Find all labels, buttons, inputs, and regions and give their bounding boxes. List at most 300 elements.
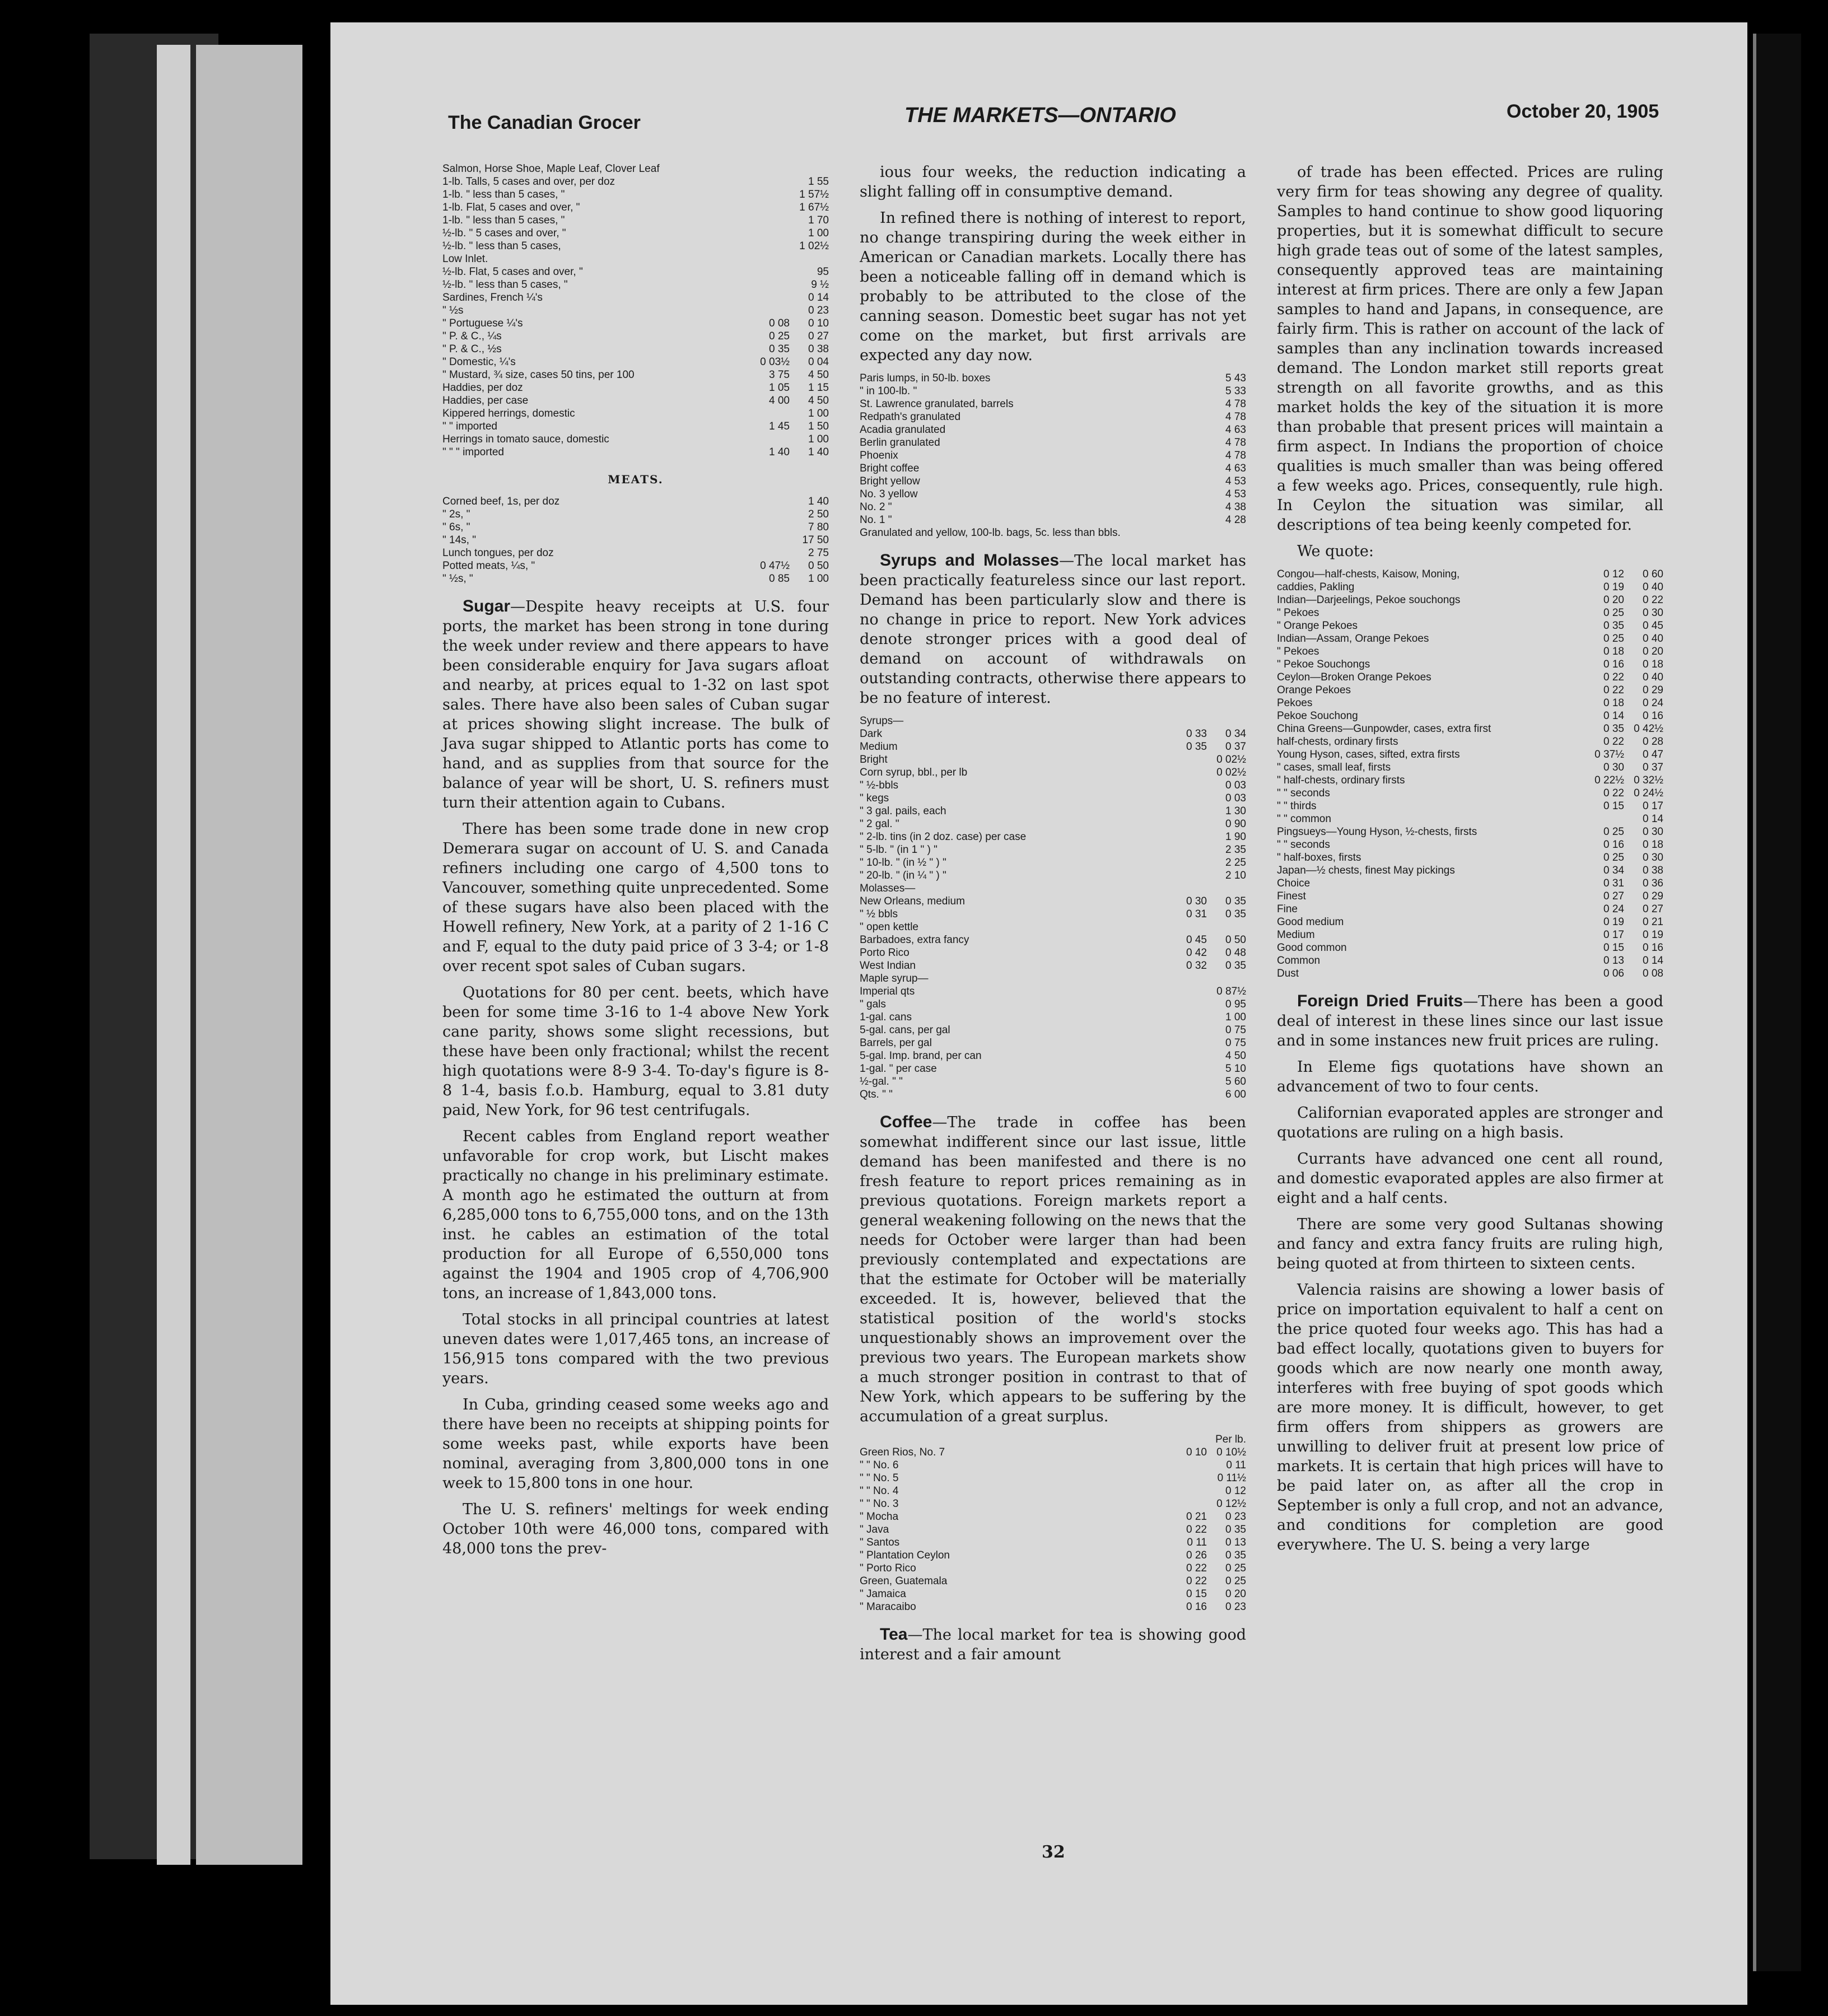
price-high: 0 29	[1643, 684, 1663, 696]
paragraph	[1277, 1215, 1663, 1273]
price-high: 0 14	[1643, 955, 1663, 967]
table-row	[860, 410, 1246, 423]
paragraph-text: In refined there is nothing of interest to report, no change transpiring during the week either in American or Canadian markets. Locally there has been a noticeable falling off in demand which is probably to be attributed to the close of the canning season. Domestic beet sugar has not yet come on the market, but first arrivals are expected any day now.	[860, 209, 1246, 364]
table-row	[442, 433, 829, 446]
table-row	[860, 1459, 1246, 1472]
price-low: 0 33	[1186, 728, 1207, 740]
price-high: 0 30	[1643, 852, 1663, 864]
price-high: 0 30	[1643, 607, 1663, 619]
price-high: 0 11	[1226, 1459, 1246, 1471]
price-low: 0 15	[1186, 1588, 1207, 1600]
item-label: " 3 gal. pails, each	[860, 805, 946, 817]
section-heading: MEATS.	[608, 473, 664, 486]
price-high: 4 78	[1225, 398, 1246, 410]
price-low	[1168, 843, 1207, 856]
table-row	[442, 304, 829, 317]
table-row	[1277, 658, 1663, 671]
price-low: 0 11	[1187, 1537, 1207, 1548]
price-low: 0 34	[1603, 865, 1624, 876]
item-label: Bright yellow	[860, 475, 920, 487]
table-row	[1277, 890, 1663, 903]
paragraph-lead: Tea	[880, 1625, 908, 1644]
price-high: 0 47	[1643, 749, 1663, 760]
price-high: 0 27	[808, 330, 829, 342]
price-high: 0 10	[808, 318, 829, 329]
table-row	[442, 291, 829, 304]
dried-fruits-article	[1277, 991, 1663, 1555]
table-row	[860, 998, 1246, 1011]
column-3	[1277, 162, 1663, 1561]
tea-article	[860, 1625, 1246, 1664]
paragraph-text: We quote:	[1297, 543, 1374, 560]
table-row	[860, 501, 1246, 514]
price-high: 0 23	[808, 305, 829, 316]
table-row	[860, 1075, 1246, 1088]
table-row	[860, 488, 1246, 501]
item-label: No. 1 "	[860, 514, 892, 526]
item-label: 1-gal. " per case	[860, 1063, 937, 1075]
price-high	[790, 253, 829, 265]
paragraph-lead: Syrups and Molasses	[880, 551, 1060, 570]
price-high: 0 18	[1643, 839, 1663, 851]
paragraph-text: of trade has been effected. Prices are ruling very firm for teas showing any degree of quality. Samples to hand continue to show good liquoring properties, but it is somewhat difficult to secure high grade teas out of some of the latest samples, consequently approved teas are maintaining interest at firm prices. There are only a few Japan samples to hand and Japans, in consequence, are fairly firm. This is rather on account of the lack of samples than any inclination towards increased demand. The London market still reports great strength on all favorite growths, and as this market holds the key of the situation it is more than probable that present prices will maintain a firm aspect. In Indians the proportion of choice qualities is much smaller than was being offered a few weeks ago. Prices, consequently, rule high. In Ceylon the situation was similar, all descriptions of tea being keenly competed for.	[1277, 164, 1663, 534]
paragraph-text: Californian evaporated apples are stronger and quotations are ruling on a high basis.	[1277, 1104, 1663, 1141]
price-low	[1168, 1011, 1207, 1024]
table-row	[860, 740, 1246, 753]
item-label: " Jamaica	[860, 1588, 906, 1600]
price-high: 0 11½	[1217, 1472, 1246, 1484]
price-low	[750, 188, 790, 201]
price-low: 0 19	[1603, 581, 1624, 593]
price-high: 0 50	[808, 560, 829, 572]
item-label: " Pekoes	[1277, 607, 1319, 619]
price-high: 4 78	[1225, 437, 1246, 449]
item-label: " Orange Pekoes	[1277, 620, 1358, 632]
table-row	[1277, 671, 1663, 684]
price-low	[750, 240, 790, 253]
item-label: Medium	[1277, 929, 1315, 941]
table-row	[1277, 864, 1663, 877]
item-label: Granulated and yellow, 100-lb. bags, 5c. less than bbls.	[860, 527, 1121, 539]
item-label: Redpath's granulated	[860, 411, 961, 423]
item-label: " " No. 3	[860, 1498, 899, 1510]
price-low: 0 17	[1603, 929, 1624, 941]
column-2	[860, 162, 1246, 1671]
price-high: 0 04	[808, 356, 829, 368]
price-low	[1168, 385, 1207, 398]
item-label: 1-lb. " less than 5 cases, "	[442, 189, 565, 200]
table-row	[442, 356, 829, 368]
paragraph-text: ious four weeks, the reduction indicating a slight falling off in consumptive demand.	[860, 164, 1246, 200]
price-high: 4 50	[1225, 1050, 1246, 1062]
table-row	[860, 475, 1246, 488]
item-label: Maple syrup—	[860, 973, 929, 984]
item-label: Haddies, per case	[442, 395, 529, 407]
table-row	[442, 240, 829, 253]
price-high: 6 00	[1225, 1089, 1246, 1100]
meats-price-table	[442, 495, 829, 585]
price-high: 95	[817, 266, 829, 278]
price-high: 1 00	[808, 227, 829, 239]
item-label: Haddies, per doz	[442, 382, 523, 394]
price-high	[1207, 882, 1246, 895]
item-label: " Maracaibo	[860, 1601, 916, 1613]
price-high: 0 32½	[1634, 774, 1663, 786]
price-high: 0 10½	[1216, 1446, 1246, 1458]
table-row	[442, 559, 829, 572]
table-row	[1277, 838, 1663, 851]
price-high: 0 12	[1225, 1485, 1246, 1497]
price-high: 4 50	[808, 395, 829, 407]
table-row	[442, 343, 829, 356]
item-label: " " thirds	[1277, 800, 1317, 812]
price-low	[1585, 813, 1624, 825]
price-low	[750, 407, 790, 420]
item-label: " " common	[1277, 813, 1331, 825]
price-low: 0 31	[1186, 908, 1207, 920]
price-high: 0 25	[1225, 1562, 1246, 1574]
price-low: 0 10	[1186, 1446, 1207, 1458]
price-high: 0 45	[1643, 620, 1663, 632]
price-low: 0 14	[1603, 710, 1624, 722]
item-label: Herrings in tomato sauce, domestic	[442, 433, 609, 445]
table-row	[442, 188, 829, 201]
item-label: " Pekoes	[1277, 646, 1319, 657]
price-high: 0 40	[1643, 581, 1663, 593]
price-high: 0 34	[1225, 728, 1246, 740]
price-low	[1168, 449, 1207, 462]
item-label: Sardines, French ¼'s	[442, 292, 543, 304]
price-high: 5 60	[1225, 1076, 1246, 1088]
price-high: 0 38	[808, 343, 829, 355]
paragraph	[442, 1310, 829, 1388]
paragraph-text: Quotations for 80 per cent. beets, which have been for some time 3-16 to 1-4 above New York cane parity, shows some slight recessions, but these have been only fractional; whilst the recent high quotations were 8-9 3-4. To-day's figure is 8-8 1-4, basis f.o.b. Hamburg, equal to 3.81 duty paid, New York, for 96 test centrifugals.	[442, 984, 829, 1119]
table-row	[1277, 735, 1663, 748]
item-label: Syrups—	[860, 715, 904, 727]
item-label: " Porto Rico	[860, 1562, 916, 1574]
price-low	[750, 227, 790, 240]
table-row	[1277, 916, 1663, 928]
price-high: 1 67½	[799, 202, 829, 213]
item-label: Bright	[860, 754, 888, 766]
price-low	[1168, 1497, 1207, 1510]
item-label: Pekoe Souchong	[1277, 710, 1358, 722]
table-row	[860, 869, 1246, 882]
table-row	[1277, 568, 1663, 581]
item-label: Kippered herrings, domestic	[442, 408, 575, 419]
price-low: 0 25	[1603, 826, 1624, 838]
paragraph-text: In Eleme figs quotations have shown an advancement of two to four cents.	[1277, 1058, 1663, 1095]
price-high: 1 70	[808, 214, 829, 226]
table-row	[860, 779, 1246, 792]
table-row	[1277, 710, 1663, 722]
price-high: 7 80	[808, 521, 829, 533]
price-low: 0 85	[769, 573, 790, 585]
table-row	[860, 385, 1246, 398]
price-low: 0 25	[1603, 852, 1624, 864]
price-high: 0 23	[1225, 1511, 1246, 1523]
price-low	[1168, 1459, 1207, 1472]
paragraph-text: Currants have advanced one cent all round, and domestic evaporated apples are also firmer at eight and a half cents.	[1277, 1150, 1663, 1207]
price-low	[1168, 753, 1207, 766]
item-label: Indian—Assam, Orange Pekoes	[1277, 633, 1429, 645]
price-high: 1 02½	[799, 240, 829, 252]
table-row	[442, 162, 829, 175]
price-high: 0 60	[1643, 568, 1663, 580]
price-low	[750, 162, 790, 175]
paragraph	[1277, 542, 1663, 561]
paragraph-text: Total stocks in all principal countries at latest uneven dates were 1,017,465 tons, an increase of 156,915 tons compared with the two previous years.	[442, 1311, 829, 1387]
price-low: 0 18	[1603, 697, 1624, 709]
price-low: 0 24	[1603, 903, 1624, 915]
table-row	[860, 1024, 1246, 1037]
paragraph	[860, 162, 1246, 202]
item-label: caddies, Pakling	[1277, 581, 1355, 593]
table-row	[860, 972, 1246, 985]
item-label: " " imported	[442, 421, 497, 432]
paragraph-lead: Foreign Dried Fruits	[1297, 992, 1463, 1010]
price-high	[1207, 921, 1246, 934]
table-row	[442, 572, 829, 585]
price-high: 0 23	[1225, 1601, 1246, 1613]
item-label: " half-boxes, firsts	[1277, 852, 1361, 864]
paragraph	[1277, 1057, 1663, 1096]
item-label: " Plantation Ceylon	[860, 1550, 950, 1561]
price-low	[1168, 475, 1207, 488]
price-high: 17 50	[802, 534, 829, 546]
table-row	[442, 330, 829, 343]
price-high: 0 14	[808, 292, 829, 304]
item-label: ½-gal. " "	[860, 1076, 903, 1088]
price-high: 0 75	[1225, 1037, 1246, 1049]
price-high: 4 38	[1225, 501, 1246, 513]
item-label: Indian—Darjeelings, Pekoe souchongs	[1277, 594, 1461, 606]
item-label: " " No. 6	[860, 1459, 899, 1471]
price-low: 0 16	[1603, 839, 1624, 851]
price-low	[1168, 372, 1207, 385]
price-high: 0 08	[1643, 968, 1663, 979]
paragraph	[442, 1500, 829, 1558]
table-row	[442, 368, 829, 381]
price-high: 0 40	[1643, 671, 1663, 683]
table-row	[442, 317, 829, 330]
price-high: 0 37	[1225, 741, 1246, 753]
item-label: 5-gal. cans, per gal	[860, 1024, 950, 1036]
coffee-price-table	[860, 1446, 1246, 1613]
table-row	[860, 895, 1246, 908]
table-row	[860, 946, 1246, 959]
price-high	[1207, 972, 1246, 985]
price-high: 0 30	[1643, 826, 1663, 838]
price-high: 0 14	[1643, 813, 1663, 825]
price-low	[1168, 830, 1207, 843]
sugar-price-table	[860, 372, 1246, 539]
price-high: 0 13	[1225, 1537, 1246, 1548]
price-low: 0 22	[1603, 684, 1624, 696]
price-low	[1168, 1049, 1207, 1062]
price-high: 0 02½	[1216, 767, 1246, 778]
table-row	[860, 959, 1246, 972]
item-label: New Orleans, medium	[860, 895, 965, 907]
price-high: 0 24	[1643, 697, 1663, 709]
price-high: 0 20	[1225, 1588, 1246, 1600]
table-row	[860, 766, 1246, 779]
price-low: 4 00	[769, 395, 790, 407]
paragraph	[860, 1625, 1246, 1664]
price-low	[1168, 398, 1207, 410]
price-low	[1168, 1075, 1207, 1088]
price-low	[1168, 436, 1207, 449]
item-label: " 2s, "	[442, 508, 470, 520]
item-label: Bright coffee	[860, 463, 920, 474]
price-high: 9 ½	[811, 279, 829, 291]
price-low	[1168, 526, 1207, 539]
table-row	[1277, 619, 1663, 632]
item-label: Acadia granulated	[860, 424, 946, 436]
table-row	[860, 514, 1246, 526]
item-label: Berlin granulated	[860, 437, 940, 449]
table-row	[1277, 645, 1663, 658]
table-row	[860, 1497, 1246, 1510]
price-high: 0 02½	[1216, 754, 1246, 766]
price-low: 0 22½	[1594, 774, 1624, 786]
item-label: West Indian	[860, 960, 916, 972]
price-low: 0 22	[1603, 671, 1624, 683]
price-low: 0 20	[1603, 594, 1624, 606]
price-low: 0 47½	[760, 560, 790, 572]
table-row	[1277, 697, 1663, 710]
price-high: 4 53	[1225, 488, 1246, 500]
price-high: 1 30	[1225, 805, 1246, 817]
price-low	[750, 214, 790, 227]
item-label: Japan—½ chests, finest May pickings	[1277, 865, 1455, 876]
table-row	[1277, 722, 1663, 735]
price-high: 0 35	[1225, 1524, 1246, 1536]
price-low: 0 16	[1603, 659, 1624, 670]
price-low: 0 13	[1603, 955, 1624, 967]
item-label: Imperial qts	[860, 986, 915, 997]
price-low: 0 08	[769, 318, 790, 329]
price-low	[1168, 1024, 1207, 1037]
item-label: Ceylon—Broken Orange Pekoes	[1277, 671, 1431, 683]
price-low	[1168, 779, 1207, 792]
price-high: 2 10	[1225, 870, 1246, 881]
price-high	[1207, 715, 1246, 727]
price-low	[1168, 1485, 1207, 1497]
price-high: 0 50	[1225, 934, 1246, 946]
item-label: Finest	[1277, 890, 1306, 902]
price-high: 1 00	[1225, 1011, 1246, 1023]
price-low: 0 06	[1603, 968, 1624, 979]
paragraph-lead: Sugar	[463, 597, 511, 615]
item-label: Common	[1277, 955, 1321, 967]
paragraph	[442, 1395, 829, 1493]
item-label: Good common	[1277, 942, 1347, 954]
table-row	[860, 882, 1246, 895]
table-row	[442, 381, 829, 394]
price-low	[1168, 410, 1207, 423]
price-low: 0 12	[1603, 568, 1624, 580]
item-label: Molasses—	[860, 883, 916, 894]
item-label: Salmon, Horse Shoe, Maple Leaf, Clover Leaf	[442, 163, 660, 175]
item-label: " open kettle	[860, 921, 918, 933]
item-label: Dark	[860, 728, 883, 740]
price-high: 0 17	[1643, 800, 1663, 812]
table-row	[442, 278, 829, 291]
paragraph-text: Recent cables from England report weather unfavorable for crop work, but Lischt makes practically no change in his preliminary estimate. A month ago he estimated the outturn at from 6,285,000 tons to 6,755,000 tons, and on the 13th inst. he cables an estimation of the total production for all Europe of 6,550,000 tons against the 1904 and 1905 crop of 4,706,900 tons, an increase of 1,843,000 tons.	[442, 1128, 829, 1302]
price-low	[750, 201, 790, 214]
table-row	[442, 201, 829, 214]
price-high: 5 10	[1225, 1063, 1246, 1075]
price-high: 2 25	[1225, 857, 1246, 869]
item-label: Congou—half-chests, Kaisow, Moning,	[1277, 568, 1460, 580]
item-label: " 14s, "	[442, 534, 476, 546]
table-row	[1277, 928, 1663, 941]
page-edge	[196, 45, 302, 1865]
table-row	[1277, 800, 1663, 813]
paragraph-text: Valencia raisins are showing a lower basis of price on importation equivalent to half a cent on the price quoted four weeks ago. This has had a bad effect locally, quotations given to buyers for goods which are now nearly one month away, interferes with free buying of spot goods which are more money. It is difficult, however, to get firm offers from shippers as growers are unwilling to deliver fruit at present low price of markets. It is certain that high prices will have to be paid later on, as after all the crop in September is only a full crop, and not an advance, and conditions for completion are good everywhere. The U. S. being a very large	[1277, 1281, 1663, 1553]
item-label: half-chests, ordinary firsts	[1277, 736, 1398, 748]
price-high: 4 63	[1225, 424, 1246, 436]
item-label: Qts. " "	[860, 1089, 893, 1100]
item-label: Paris lumps, in 50-lb. boxes	[860, 372, 991, 384]
price-low	[1168, 792, 1207, 805]
table-row	[442, 495, 829, 508]
item-label: Pingsueys—Young Hyson, ½-chests, firsts	[1277, 826, 1477, 838]
price-low: 0 22	[1186, 1524, 1207, 1536]
price-high: 4 78	[1225, 450, 1246, 461]
price-high: 0 27	[1643, 903, 1663, 915]
item-label: " " No. 4	[860, 1485, 899, 1497]
price-low: 0 32	[1186, 960, 1207, 972]
item-label: " ½s, "	[442, 573, 473, 585]
item-label: Choice	[1277, 878, 1311, 889]
table-row	[442, 446, 829, 459]
paragraph-text: —The trade in coffee has been somewhat indifferent since our last issue, little demand has been manifested and there is no fresh feature to report prices remaining as in previous quotations. Foreign markets report a general weakening following on the news that the needs for October were larger than had been previously contemplated and expectations are that the estimate for October will be materially exceeded. It is, however, believed that the statistical position of the world's stocks unquestionably shows an improvement over the previous two years. The European markets show a much stronger position in contrast to that of New York, which appears to be suffering by the accumulation of a great surplus.	[860, 1114, 1246, 1425]
item-label: Barbadoes, extra fancy	[860, 934, 969, 946]
table-row	[860, 398, 1246, 410]
item-label: ½-lb. " 5 cases and over, "	[442, 227, 566, 239]
price-high: 1 15	[808, 382, 829, 394]
table-row	[1277, 851, 1663, 864]
coffee-unit-heading: Per lb.	[1215, 1434, 1246, 1445]
table-row	[442, 508, 829, 521]
price-low: 0 25	[1603, 633, 1624, 645]
tea-price-table	[1277, 568, 1663, 980]
price-low	[1168, 998, 1207, 1011]
paragraph-text: —The local market for tea is showing good interest and a fair amount	[860, 1626, 1246, 1663]
item-label: " Portuguese ¼'s	[442, 318, 523, 329]
table-row	[860, 792, 1246, 805]
running-header-left: The Canadian Grocer	[448, 112, 641, 133]
price-high: 4 50	[808, 369, 829, 381]
table-row	[442, 407, 829, 420]
running-header-center: THE MARKETS—ONTARIO	[904, 104, 1176, 127]
table-row	[1277, 903, 1663, 916]
right-book-edge	[1753, 34, 1801, 1971]
table-row	[860, 449, 1246, 462]
price-low	[1168, 985, 1207, 998]
table-row	[860, 1049, 1246, 1062]
table-row	[860, 1062, 1246, 1075]
table-row	[1277, 748, 1663, 761]
price-low: 0 25	[769, 330, 790, 342]
price-high: 0 75	[1225, 1024, 1246, 1036]
paragraph	[1277, 1280, 1663, 1555]
price-low	[1168, 766, 1207, 779]
table-row	[1277, 967, 1663, 980]
price-low: 0 37½	[1594, 749, 1624, 760]
